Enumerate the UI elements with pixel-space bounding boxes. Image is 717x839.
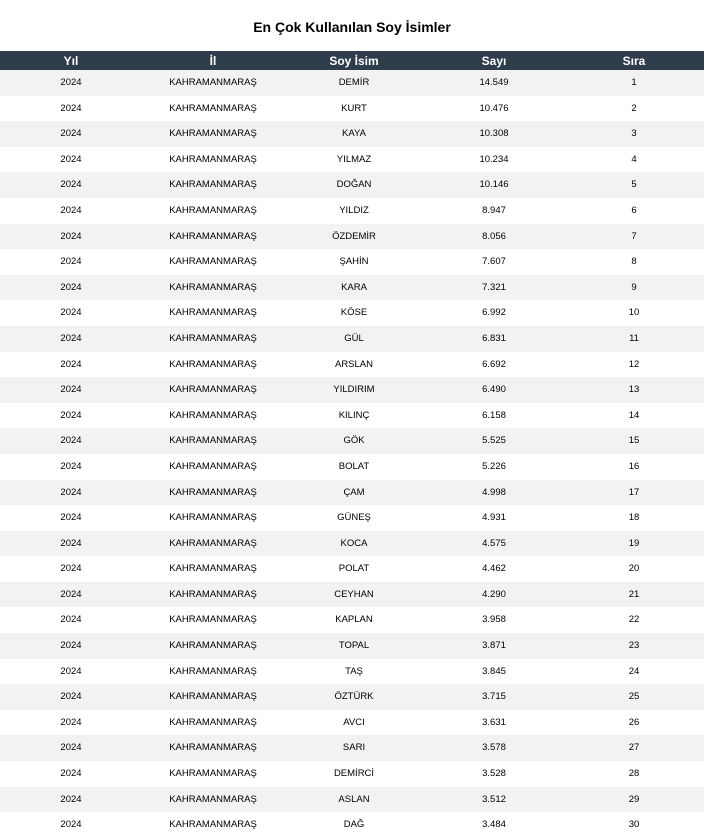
surname-table — [0, 51, 704, 838]
year-cell: 2024 — [60, 281, 82, 293]
surname-cell: YILDIZ — [339, 204, 369, 216]
rank-cell: 5 — [631, 179, 637, 191]
count-cell: 10.476 — [479, 102, 509, 114]
table-row — [0, 96, 704, 122]
count-cell: 6.992 — [482, 307, 506, 319]
province-cell: KAHRAMANMARAŞ — [169, 281, 257, 293]
year-cell: 2024 — [60, 691, 82, 703]
year-cell: 2024 — [60, 563, 82, 575]
year-cell: 2024 — [60, 819, 82, 831]
count-cell: 3.578 — [482, 742, 506, 754]
rank-cell: 4 — [631, 153, 637, 165]
table-row — [0, 607, 704, 633]
province-cell: KAHRAMANMARAŞ — [169, 563, 257, 575]
rank-cell: 3 — [631, 128, 637, 140]
surname-cell: GÖK — [343, 435, 365, 447]
year-cell: 2024 — [60, 256, 82, 268]
province-cell: KAHRAMANMARAŞ — [169, 128, 257, 140]
surname-cell: KAPLAN — [335, 614, 373, 626]
rank-cell: 2 — [631, 102, 637, 114]
table-row — [0, 556, 704, 582]
year-cell: 2024 — [60, 153, 82, 165]
province-cell: KAHRAMANMARAŞ — [169, 640, 257, 652]
surname-cell: KARA — [341, 281, 367, 293]
rank-cell: 9 — [631, 281, 637, 293]
surname-cell: KOCA — [340, 537, 368, 549]
year-cell: 2024 — [60, 204, 82, 216]
year-cell: 2024 — [60, 640, 82, 652]
province-cell: KAHRAMANMARAŞ — [169, 230, 257, 242]
rank-cell: 8 — [631, 256, 637, 268]
rank-cell: 18 — [628, 512, 640, 524]
surname-cell: ASLAN — [338, 793, 370, 805]
table-row — [0, 787, 704, 813]
rank-cell: 21 — [628, 588, 640, 600]
table-row — [0, 531, 704, 557]
table-row — [0, 172, 704, 198]
column-header-count: Sayı — [481, 54, 507, 68]
table-row — [0, 582, 704, 608]
province-cell: KAHRAMANMARAŞ — [169, 307, 257, 319]
surname-cell: AVCI — [343, 716, 365, 728]
count-cell: 10.308 — [479, 128, 509, 140]
table-row — [0, 275, 704, 301]
count-cell: 6.692 — [482, 358, 506, 370]
table-row — [0, 735, 704, 761]
province-cell: KAHRAMANMARAŞ — [169, 204, 257, 216]
province-cell: KAHRAMANMARAŞ — [169, 716, 257, 728]
rank-cell: 14 — [628, 409, 640, 421]
column-header-year: Yıl — [63, 54, 79, 68]
year-cell: 2024 — [60, 665, 82, 677]
count-cell: 10.146 — [479, 179, 509, 191]
count-cell: 6.158 — [482, 409, 506, 421]
table-row — [0, 633, 704, 659]
province-cell: KAHRAMANMARAŞ — [169, 77, 257, 88]
table-row — [0, 147, 704, 173]
count-cell: 3.715 — [482, 691, 506, 703]
count-cell: 6.490 — [482, 384, 506, 396]
year-cell: 2024 — [60, 332, 82, 344]
count-cell: 4.575 — [482, 537, 506, 549]
year-cell: 2024 — [60, 358, 82, 370]
rank-cell: 6 — [631, 204, 637, 216]
count-cell: 3.484 — [482, 819, 506, 831]
surname-cell: GÜNEŞ — [337, 512, 371, 524]
rank-cell: 24 — [628, 665, 640, 677]
count-cell: 3.512 — [482, 793, 506, 805]
province-cell: KAHRAMANMARAŞ — [169, 332, 257, 344]
count-cell: 10.234 — [479, 153, 509, 165]
count-cell: 8.056 — [482, 230, 506, 242]
rank-cell: 26 — [628, 716, 640, 728]
table-row — [0, 812, 704, 838]
table-row — [0, 224, 704, 250]
surname-cell: ŞAHİN — [339, 256, 369, 268]
rank-cell: 20 — [628, 563, 640, 575]
rank-cell: 11 — [629, 332, 639, 344]
table-row — [0, 454, 704, 480]
province-cell: KAHRAMANMARAŞ — [169, 614, 257, 626]
table-body — [0, 70, 704, 838]
rank-cell: 23 — [628, 640, 640, 652]
province-cell: KAHRAMANMARAŞ — [169, 102, 257, 114]
year-cell: 2024 — [60, 793, 82, 805]
count-cell: 6.831 — [482, 332, 506, 344]
table-row — [0, 198, 704, 224]
year-cell: 2024 — [60, 486, 82, 498]
year-cell: 2024 — [60, 128, 82, 140]
count-cell: 3.631 — [482, 716, 506, 728]
table-row — [0, 121, 704, 147]
table-row — [0, 70, 704, 96]
province-cell: KAHRAMANMARAŞ — [169, 768, 257, 780]
province-cell: KAHRAMANMARAŞ — [169, 460, 257, 472]
table-row — [0, 300, 704, 326]
table-row — [0, 249, 704, 275]
year-cell: 2024 — [60, 307, 82, 319]
surname-cell: ARSLAN — [334, 358, 373, 370]
year-cell: 2024 — [60, 77, 82, 88]
table-row — [0, 428, 704, 454]
rank-cell: 15 — [628, 435, 640, 447]
surname-cell: DEMİRCİ — [333, 768, 375, 780]
province-cell: KAHRAMANMARAŞ — [169, 358, 257, 370]
count-cell: 4.462 — [482, 563, 506, 575]
year-cell: 2024 — [60, 716, 82, 728]
count-cell: 4.931 — [482, 512, 506, 524]
count-cell: 3.528 — [482, 768, 506, 780]
province-cell: KAHRAMANMARAŞ — [169, 793, 257, 805]
count-cell: 5.525 — [482, 435, 506, 447]
surname-cell: SARI — [342, 742, 366, 754]
province-cell: KAHRAMANMARAŞ — [169, 435, 257, 447]
table-row — [0, 480, 704, 506]
surname-cell: KILINÇ — [338, 409, 370, 421]
count-cell: 5.226 — [482, 460, 506, 472]
province-cell: KAHRAMANMARAŞ — [169, 512, 257, 524]
surname-cell: TAŞ — [345, 665, 363, 677]
table-row — [0, 684, 704, 710]
count-cell: 4.290 — [482, 588, 506, 600]
year-cell: 2024 — [60, 460, 82, 472]
count-cell: 4.998 — [482, 486, 506, 498]
table-row — [0, 352, 704, 378]
page-title: En Çok Kullanılan Soy İsimler — [253, 19, 451, 35]
rank-cell: 16 — [628, 460, 640, 472]
table-row — [0, 710, 704, 736]
column-header-rank: Sıra — [622, 54, 646, 68]
province-cell: KAHRAMANMARAŞ — [169, 409, 257, 421]
count-cell: 3.845 — [482, 665, 506, 677]
table-row — [0, 377, 704, 403]
column-header-province: İl — [209, 54, 217, 68]
year-cell: 2024 — [60, 179, 82, 191]
province-cell: KAHRAMANMARAŞ — [169, 486, 257, 498]
province-cell: KAHRAMANMARAŞ — [169, 256, 257, 268]
rank-cell: 29 — [628, 793, 640, 805]
year-cell: 2024 — [60, 435, 82, 447]
surname-cell: KÖSE — [340, 307, 368, 319]
table-row — [0, 505, 704, 531]
province-cell: KAHRAMANMARAŞ — [169, 691, 257, 703]
province-cell: KAHRAMANMARAŞ — [169, 819, 257, 831]
table-row — [0, 326, 704, 352]
table-row — [0, 403, 704, 429]
year-cell: 2024 — [60, 409, 82, 421]
rank-cell: 17 — [628, 486, 640, 498]
year-cell: 2024 — [60, 512, 82, 524]
rank-cell: 1 — [631, 77, 637, 88]
rank-cell: 7 — [631, 230, 637, 242]
province-cell: KAHRAMANMARAŞ — [169, 384, 257, 396]
count-cell: 7.321 — [482, 281, 506, 293]
table-header — [0, 51, 704, 70]
year-cell: 2024 — [60, 768, 82, 780]
surname-cell: ÇAM — [343, 486, 365, 498]
count-cell: 14.549 — [479, 77, 509, 88]
rank-cell: 22 — [628, 614, 640, 626]
surname-cell: CEYHAN — [334, 588, 374, 600]
rank-cell: 19 — [628, 537, 640, 549]
surname-cell: POLAT — [338, 563, 370, 575]
surname-cell: BOLAT — [338, 460, 370, 472]
province-cell: KAHRAMANMARAŞ — [169, 665, 257, 677]
rank-cell: 28 — [628, 768, 640, 780]
surname-cell: ÖZDEMİR — [332, 230, 376, 242]
surname-cell: KAYA — [342, 128, 366, 140]
rank-cell: 25 — [628, 691, 640, 703]
province-cell: KAHRAMANMARAŞ — [169, 179, 257, 191]
count-cell: 3.958 — [482, 614, 506, 626]
surname-cell: DEMİR — [338, 77, 370, 88]
surname-cell: DOĞAN — [336, 179, 372, 191]
year-cell: 2024 — [60, 384, 82, 396]
province-cell: KAHRAMANMARAŞ — [169, 537, 257, 549]
rank-cell: 30 — [628, 819, 640, 831]
count-cell: 8.947 — [482, 204, 506, 216]
rank-cell: 13 — [628, 384, 640, 396]
province-cell: KAHRAMANMARAŞ — [169, 153, 257, 165]
surname-cell: YILMAZ — [336, 153, 372, 165]
surname-cell: KURT — [341, 102, 367, 114]
table-row — [0, 761, 704, 787]
column-header-surname: Soy İsim — [329, 54, 379, 68]
rank-cell: 12 — [628, 358, 640, 370]
year-cell: 2024 — [60, 102, 82, 114]
surname-cell: YILDIRIM — [333, 384, 375, 396]
count-cell: 3.871 — [482, 640, 506, 652]
table-row — [0, 659, 704, 685]
surname-cell: ÖZTÜRK — [334, 691, 374, 703]
surname-cell: GÜL — [344, 332, 364, 344]
surname-cell: TOPAL — [338, 640, 370, 652]
year-cell: 2024 — [60, 588, 82, 600]
count-cell: 7.607 — [482, 256, 506, 268]
surname-cell: DAĞ — [343, 819, 365, 831]
rank-cell: 27 — [628, 742, 640, 754]
province-cell: KAHRAMANMARAŞ — [169, 742, 257, 754]
year-cell: 2024 — [60, 614, 82, 626]
rank-cell: 10 — [628, 307, 640, 319]
year-cell: 2024 — [60, 537, 82, 549]
province-cell: KAHRAMANMARAŞ — [169, 588, 257, 600]
year-cell: 2024 — [60, 230, 82, 242]
year-cell: 2024 — [60, 742, 82, 754]
